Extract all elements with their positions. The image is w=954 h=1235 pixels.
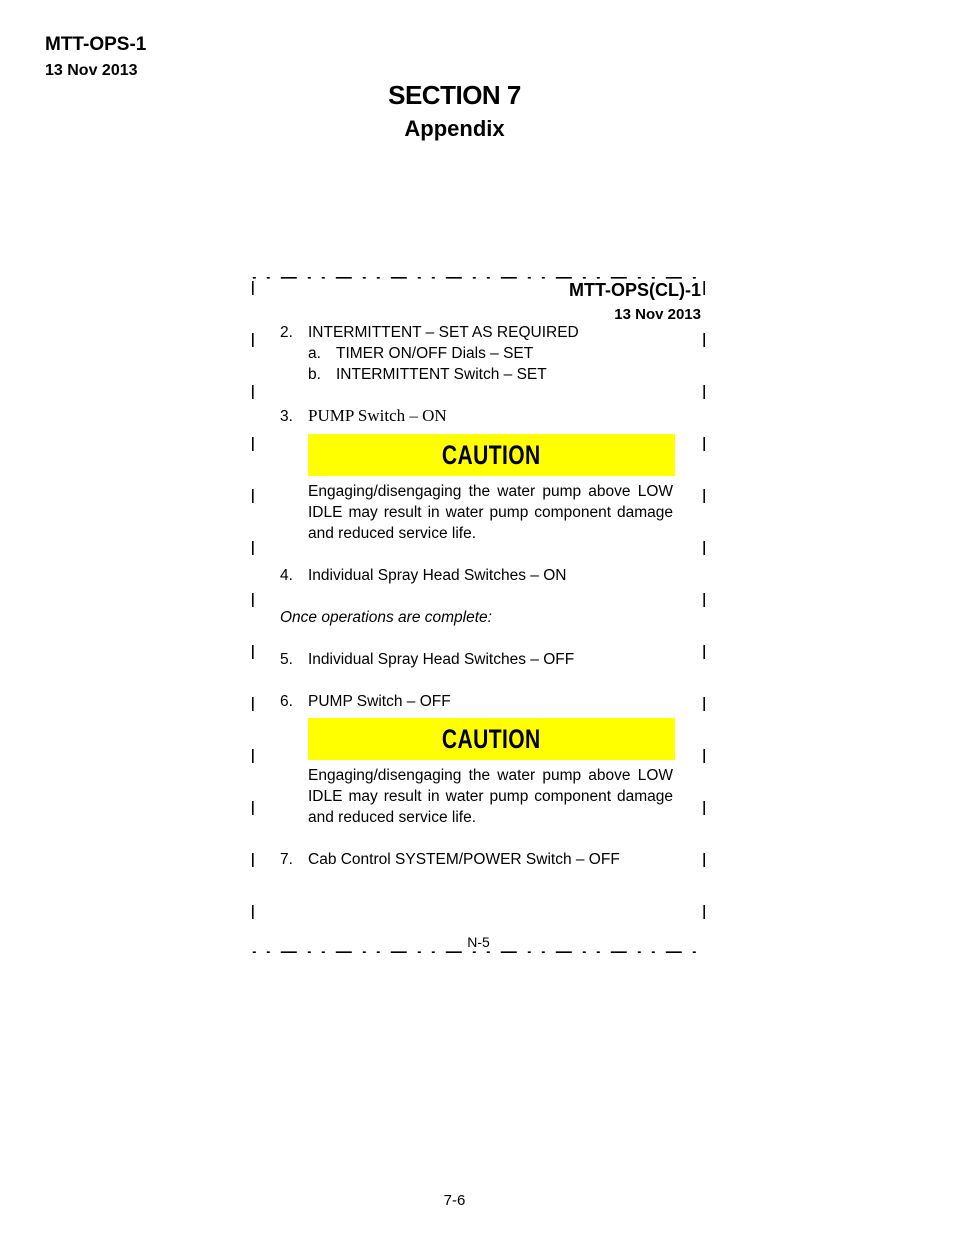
step-7-text: Cab Control SYSTEM/POWER Switch – OFF (308, 851, 620, 868)
card-page-label (252, 934, 705, 950)
step-2-text: INTERMITTENT – SET AS REQUIRED (308, 324, 579, 341)
caution-text: Engaging/disengaging the water pump above LOW IDLE may result in water pump component damage and reduced service life. (308, 767, 673, 826)
section-subtitle: Appendix (404, 116, 505, 141)
step-4-number: 4. (280, 567, 293, 584)
step-6-text: PUMP Switch – OFF (308, 693, 451, 710)
step-4-text: Individual Spray Head Switches – ON (308, 567, 567, 584)
document-id: MTT-OPS-1 (45, 34, 147, 55)
page-number: 7-6 (443, 1192, 466, 1209)
step-2b-label: b. (308, 366, 321, 383)
caution-label: CAUTION (442, 724, 541, 754)
checklist-card (252, 277, 705, 953)
card-page-text: N-5 (463, 934, 494, 950)
section-title: SECTION 7 (388, 80, 521, 110)
step-2b-text: INTERMITTENT Switch – SET (336, 366, 547, 383)
caution-banner (308, 434, 675, 476)
once-complete-note: Once operations are complete: (280, 609, 492, 626)
step-5-number: 5. (280, 651, 293, 668)
step-3-text: PUMP Switch – ON (308, 406, 447, 425)
card-document-date: 13 Nov 2013 (614, 306, 701, 323)
caution-text: Engaging/disengaging the water pump above LOW IDLE may result in water pump component damage and reduced service life. (308, 483, 673, 542)
step-2a-label: a. (308, 345, 321, 362)
step-5-text: Individual Spray Head Switches – OFF (308, 651, 575, 668)
step-2-number: 2. (280, 324, 293, 341)
caution-label: CAUTION (442, 440, 541, 470)
step-3-number: 3. (280, 408, 293, 425)
card-document-id: MTT-OPS(CL)-1 (569, 280, 701, 300)
step-6-number: 6. (280, 693, 293, 710)
caution-banner (308, 718, 675, 760)
document-date: 13 Nov 2013 (45, 62, 138, 79)
step-2a-text: TIMER ON/OFF Dials – SET (336, 345, 534, 362)
step-7-number: 7. (280, 851, 293, 868)
